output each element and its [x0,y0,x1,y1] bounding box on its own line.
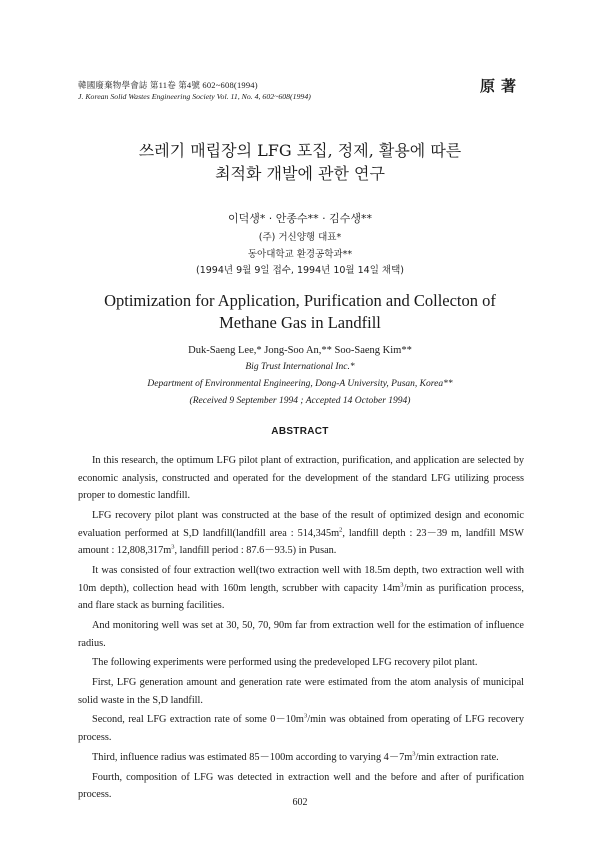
journal-citation-english: J. Korean Solid Wastes Engineering Society Vol. 11, No. 4, 602~608(1994) [78,92,311,101]
page-number: 602 [292,797,308,808]
abstract-paragraph: Fourth, composition of LFG was detected in extraction well and the before and after of purification process. [78,771,524,801]
english-affiliation-2: Department of Environmental Engineering, Dong-A University, Pusan, Korea** [147,379,453,389]
english-received-dates: (Received 9 September 1994 ; Accepted 14 October 1994) [189,396,411,406]
abstract-paragraph: LFG recovery pilot plant was constructed at the base of the result of optimized design and economic evaluation performed at S,D landfill(landfill area : $514,345m^2$, landfill depth : 23－39 m, landfill MSW amount : $12,808,317m^3$, landfill period : 87.6－93.5) in Pusan. [78,509,525,557]
abstract-body [78,452,524,806]
korean-title-line1: 쓰레기 매립장의 LFG 포집, 정제, 활용에 따른 [138,141,462,160]
abstract-heading: ABSTRACT [271,426,329,437]
abstract-paragraph: In this research, the optimum LFG pilot plant of extraction, purification, and application are selected by economic analysis, constructed and operated for the development of the standard LFG utilizing process proper to domestic landfill. [78,455,524,502]
english-title-line1: Optimization for Application, Purification and Collecton of [104,291,496,310]
abstract-paragraph: It was consisted of four extraction well(two extraction well with 18.5m depth, two extraction well with 10m depth), collection head with 160m length, scrubber with capacity $14m^3/\min$ as purification process, and flare stack as burning facilities. [78,564,525,612]
journal-citation-korean: 韓國廢棄物學會誌 第11卷 第4號 602~608(1994) [78,80,258,90]
abstract-paragraph: Third, influence radius was estimated 85－100m according to varying $4-7m^3/\min$ extraction rate. [92,750,499,763]
abstract-paragraph: First, LFG generation amount and generation rate were estimated from the atom analysis of municipal solid waste in the S,D landfill. [78,677,524,706]
korean-received-dates: (1994년 9월 9일 접수, 1994년 10월 14일 채택) [196,265,404,276]
article-type-badge: 原著 [480,79,523,95]
abstract-paragraph: Second, real LFG extraction rate of some $0-10m^3/\min$ was obtained from operating of LFG recovery process. [78,713,525,744]
korean-affiliation-2: 동아대학교 환경공학과** [247,249,353,260]
english-title-line2: Methane Gas in Landfill [219,313,381,332]
abstract-paragraph: The following experiments were performed using the predeveloped LFG recovery pilot plant. [92,657,478,669]
english-authors: Duk-Saeng Lee,* Jong-Soo An,** Soo-Saeng Kim** [188,345,412,356]
english-affiliation-1: Big Trust International Inc.* [245,362,355,372]
abstract-paragraph: And monitoring well was set at 30, 50, 70, 90m far from extraction well for the estimation of influence radius. [78,619,524,649]
korean-affiliation-1: (주) 거신양행 대표* [258,232,342,243]
korean-authors: 이덕생* · 안종수** · 김수생** [227,212,373,225]
korean-title-line2: 최적화 개발에 관한 연구 [215,164,385,183]
